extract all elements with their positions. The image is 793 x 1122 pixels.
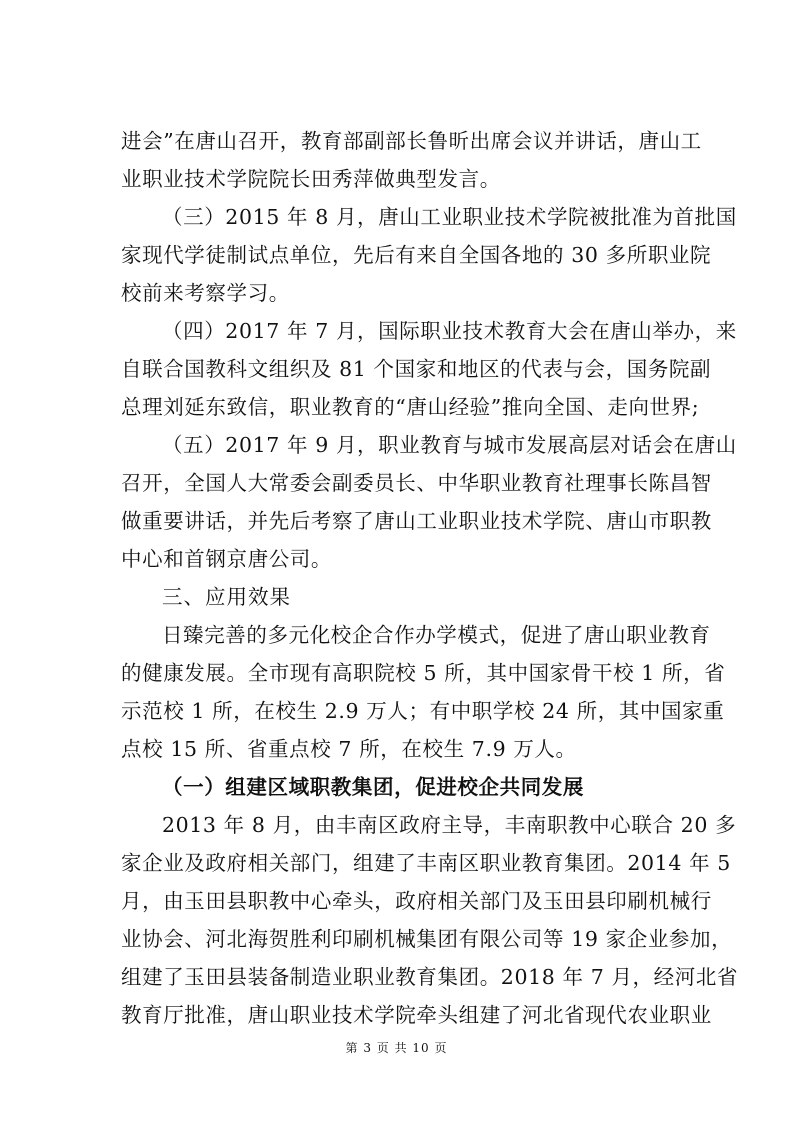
paragraph-line: 业协会、河北海贺胜利印刷机械集团有限公司等 19 家企业参加， [121, 927, 733, 951]
paragraph-line: 自联合国教科文组织及 81 个国家和地区的代表与会，国务院副 [121, 357, 712, 381]
paragraph-line: 召开，全国人大常委会副委员长、中华职业教育社理事长陈昌智 [121, 471, 712, 495]
paragraph-line: 的健康发展。全市现有高职院校 5 所，其中国家骨干校 1 所，省 [121, 661, 726, 685]
paragraph-line: 月，由玉田县职教中心牵头，政府相关部门及玉田县印刷机械行 [121, 889, 712, 913]
section-heading: 三、应用效果 [162, 585, 291, 609]
paragraph-line: 日臻完善的多元化校企合作办学模式，促进了唐山职业教育 [162, 623, 711, 647]
paragraph-line: 示范校 1 所，在校生 2.9 万人；有中职学校 24 所，其中国家重 [121, 699, 725, 723]
paragraph-line: （五）2017 年 9 月，职业教育与城市发展高层对话会在唐山 [162, 433, 737, 457]
paragraph-line: （四）2017 年 7 月，国际职业技术教育大会在唐山举办，来 [162, 319, 737, 343]
paragraph-line: 总理刘延东致信，职业教育的“唐山经验”推向全国、走向世界; [121, 395, 700, 419]
paragraph-line: 组建了玉田县装备制造业职业教育集团。2018 年 7 月，经河北省 [121, 965, 739, 989]
paragraph-line: （三）2015 年 8 月，唐山工业职业技术学院被批准为首批国 [162, 205, 737, 229]
paragraph-line: 2013 年 8 月，由丰南区政府主导，丰南职教中心联合 20 多 [162, 813, 737, 837]
paragraph-line: 中心和首钢京唐公司。 [121, 547, 332, 571]
page-number-footer: 第 3 页 共 10 页 [345, 1041, 448, 1055]
paragraph-line: 做重要讲话，并先后考察了唐山工业职业技术学院、唐山市职教 [121, 509, 712, 533]
paragraph-line: 校前来考察学习。 [121, 281, 290, 305]
paragraph-line: 点校 15 所、省重点校 7 所，在校生 7.9 万人。 [121, 737, 577, 761]
paragraph-line: 进会”在唐山召开，教育部副部长鲁昕出席会议并讲话，唐山工 [121, 129, 702, 153]
paragraph-line: 业职业技术学院院长田秀萍做典型发言。 [121, 167, 501, 191]
paragraph-line: 教育厅批准，唐山职业技术学院牵头组建了河北省现代农业职业 [121, 1003, 712, 1027]
paragraph-line: 家企业及政府相关部门，组建了丰南区职业教育集团。2014 年 5 [121, 851, 731, 875]
subsection-heading: （一）组建区域职教集团，促进校企共同发展 [162, 775, 584, 799]
paragraph-line: 家现代学徒制试点单位，先后有来自全国各地的 30 多所职业院 [121, 243, 712, 267]
